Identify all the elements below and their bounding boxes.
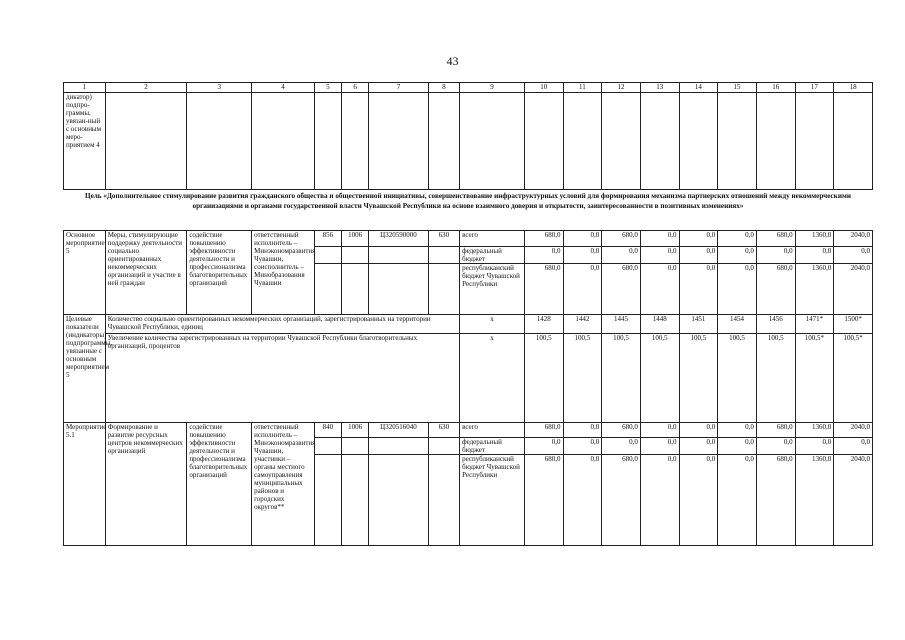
indicator-value: 100,5* <box>795 334 834 423</box>
rzpr-code: 1006 <box>341 231 368 247</box>
value-cell: 0,0 <box>795 247 834 264</box>
indicator-value: 100,5 <box>640 334 679 423</box>
value-cell: 0,0 <box>640 247 679 264</box>
table-row <box>64 423 873 438</box>
value-cell: 0,0 <box>563 455 602 546</box>
indicator-value: 1454 <box>718 315 757 334</box>
indicator-value: 1448 <box>640 315 679 334</box>
value-cell: 0,0 <box>563 264 602 315</box>
value-cell: 0,0 <box>524 247 563 264</box>
main-table <box>63 230 873 546</box>
indicator-value: 100,5 <box>718 334 757 423</box>
value-cell: 1360,0 <box>795 423 834 438</box>
value-cell: 0,0 <box>524 438 563 455</box>
value-cell: 0,0 <box>718 455 757 546</box>
value-cell: 680,0 <box>524 231 563 247</box>
value-cell: 0,0 <box>640 423 679 438</box>
indicator-value: 1451 <box>679 315 718 334</box>
page-number: 43 <box>446 54 459 68</box>
value-cell: 680,0 <box>602 455 641 546</box>
col-num: 9 <box>460 83 525 93</box>
value-cell: 0,0 <box>679 423 718 438</box>
funding-source: федеральный бюджет <box>460 247 525 264</box>
indicator-mark: x <box>460 315 525 334</box>
value-cell: 680,0 <box>756 264 795 315</box>
col-num: 12 <box>602 83 641 93</box>
table-row <box>64 315 873 334</box>
col-num: 8 <box>428 83 459 93</box>
value-cell: 0,0 <box>756 247 795 264</box>
indicator-value: 100,5 <box>563 334 602 423</box>
csr-code: Ц320516040 <box>369 423 429 438</box>
col-num: 17 <box>795 83 834 93</box>
value-cell: 1360,0 <box>795 231 834 247</box>
table-row <box>64 334 873 423</box>
col-num: 5 <box>314 83 341 93</box>
event-status: Мероприятие 5.1 <box>64 423 106 546</box>
vr-code: 630 <box>428 231 459 247</box>
value-cell: 0,0 <box>640 455 679 546</box>
indicator-value: 100,5* <box>834 334 873 423</box>
table-row <box>64 231 873 247</box>
value-cell: 0,0 <box>563 231 602 247</box>
col-num: 11 <box>563 83 602 93</box>
value-cell: 0,0 <box>679 231 718 247</box>
value-cell: 680,0 <box>524 455 563 546</box>
value-cell: 680,0 <box>602 264 641 315</box>
event-task: содействие повышению эффективности деятельности и профессионализма благотворительных организаций <box>187 423 252 546</box>
grbs-code: 856 <box>314 231 341 247</box>
value-cell: 0,0 <box>563 423 602 438</box>
indicator-value: 100,5 <box>679 334 718 423</box>
value-cell: 0,0 <box>718 423 757 438</box>
value-cell: 0,0 <box>679 247 718 264</box>
indicator-mark: x <box>460 334 525 423</box>
value-cell: 0,0 <box>640 264 679 315</box>
col-num: 16 <box>756 83 795 93</box>
value-cell: 0,0 <box>718 247 757 264</box>
value-cell: 680,0 <box>524 264 563 315</box>
value-cell: 0,0 <box>718 438 757 455</box>
col-num: 15 <box>718 83 757 93</box>
value-cell: 0,0 <box>563 438 602 455</box>
value-cell: 0,0 <box>795 438 834 455</box>
indicator-name: Количество социально ориентированных некоммерческих организаций, зарегистрированных на территории Чувашской Республики, единиц <box>105 315 459 334</box>
rzpr-code: 1006 <box>341 423 368 438</box>
value-cell: 2040,0 <box>834 455 873 546</box>
indicator-value: 1428 <box>524 315 563 334</box>
funding-source: республиканский бюджет Чувашской Республики <box>460 455 525 546</box>
col-num: 3 <box>187 83 252 93</box>
indicator-value: 1500* <box>834 315 873 334</box>
value-cell: 0,0 <box>640 438 679 455</box>
value-cell: 1360,0 <box>795 264 834 315</box>
goal-heading: Цель «Дополнительное стимулирование развития гражданского общества и общественной инициативы, совершенствование инфраструктурных условий для формирования механизма партнерских отношений между некоммерческими организациями и органами государственной власти Чувашской Республики на основе взаимного доверия и открытости, заинтересованности в позитивных изменениях» <box>84 192 852 210</box>
value-cell: 0,0 <box>679 455 718 546</box>
event-name: Формирование и развитие ресурсных центров некоммерческих организаций <box>105 423 187 546</box>
indicator-value: 1442 <box>563 315 602 334</box>
indicators-label: Целевые показатели (индикаторы) подпрограммы, увязанные с основным мероприятием 5 <box>64 315 106 423</box>
indicator-name: Увеличение количества зарегистрированных на территории Чувашской Республики благотворительных организаций, процентов <box>105 334 459 423</box>
value-cell: 680,0 <box>756 423 795 438</box>
event-executor: ответственный исполнитель – Минэкономразвития Чувашии, участники – органы местного самоуправления муниципальных районов и городских округов** <box>252 423 315 546</box>
value-cell: 680,0 <box>524 423 563 438</box>
indicator-continuation: дикатор) подпро-граммы, увязан-ный с основным меро-приятием 4 <box>64 93 106 190</box>
event-task: содействие повышению эффективности деятельности и профессионализма благотворительных организаций <box>187 231 252 315</box>
top-table <box>63 82 873 190</box>
value-cell: 0,0 <box>679 264 718 315</box>
value-cell: 0,0 <box>718 231 757 247</box>
value-cell: 0,0 <box>834 438 873 455</box>
col-num: 14 <box>679 83 718 93</box>
value-cell: 0,0 <box>718 264 757 315</box>
value-cell: 0,0 <box>834 247 873 264</box>
value-cell: 680,0 <box>602 231 641 247</box>
value-cell: 0,0 <box>602 438 641 455</box>
value-cell: 0,0 <box>756 438 795 455</box>
indicator-value: 1456 <box>756 315 795 334</box>
table-row <box>64 93 873 190</box>
funding-source: всего <box>460 231 525 247</box>
event-status: Основное мероприятие 5 <box>64 231 106 315</box>
vr-code: 630 <box>428 423 459 438</box>
value-cell: 680,0 <box>756 455 795 546</box>
value-cell: 0,0 <box>602 247 641 264</box>
indicator-value: 100,5 <box>524 334 563 423</box>
indicator-value: 100,5 <box>756 334 795 423</box>
value-cell: 0,0 <box>679 438 718 455</box>
value-cell: 680,0 <box>756 231 795 247</box>
col-num: 6 <box>341 83 368 93</box>
value-cell: 1360,0 <box>795 455 834 546</box>
csr-code: Ц320590000 <box>369 231 429 247</box>
value-cell: 0,0 <box>563 247 602 264</box>
col-num: 2 <box>105 83 187 93</box>
funding-source: республиканский бюджет Чувашской Республики <box>460 264 525 315</box>
value-cell: 2040,0 <box>834 231 873 247</box>
indicator-value: 100,5 <box>602 334 641 423</box>
value-cell: 680,0 <box>602 423 641 438</box>
funding-source: федеральный бюджет <box>460 438 525 455</box>
col-num: 7 <box>369 83 429 93</box>
column-number-row <box>64 83 873 93</box>
col-num: 18 <box>834 83 873 93</box>
col-num: 4 <box>252 83 315 93</box>
col-num: 10 <box>524 83 563 93</box>
indicator-value: 1471* <box>795 315 834 334</box>
grbs-code: 840 <box>314 423 341 438</box>
event-executor: ответственный исполнитель – Минэкономразвития Чувашии, соисполнитель – Минобразования Чувашии <box>252 231 315 315</box>
value-cell: 2040,0 <box>834 264 873 315</box>
col-num: 13 <box>640 83 679 93</box>
event-name: Меры, стимулирующие поддержку деятельности социально ориентированных некоммерческих организаций и участие в ней граждан <box>105 231 187 315</box>
value-cell: 0,0 <box>640 231 679 247</box>
funding-source: всего <box>460 423 525 438</box>
value-cell: 2040,0 <box>834 423 873 438</box>
col-num: 1 <box>64 83 106 93</box>
indicator-value: 1445 <box>602 315 641 334</box>
